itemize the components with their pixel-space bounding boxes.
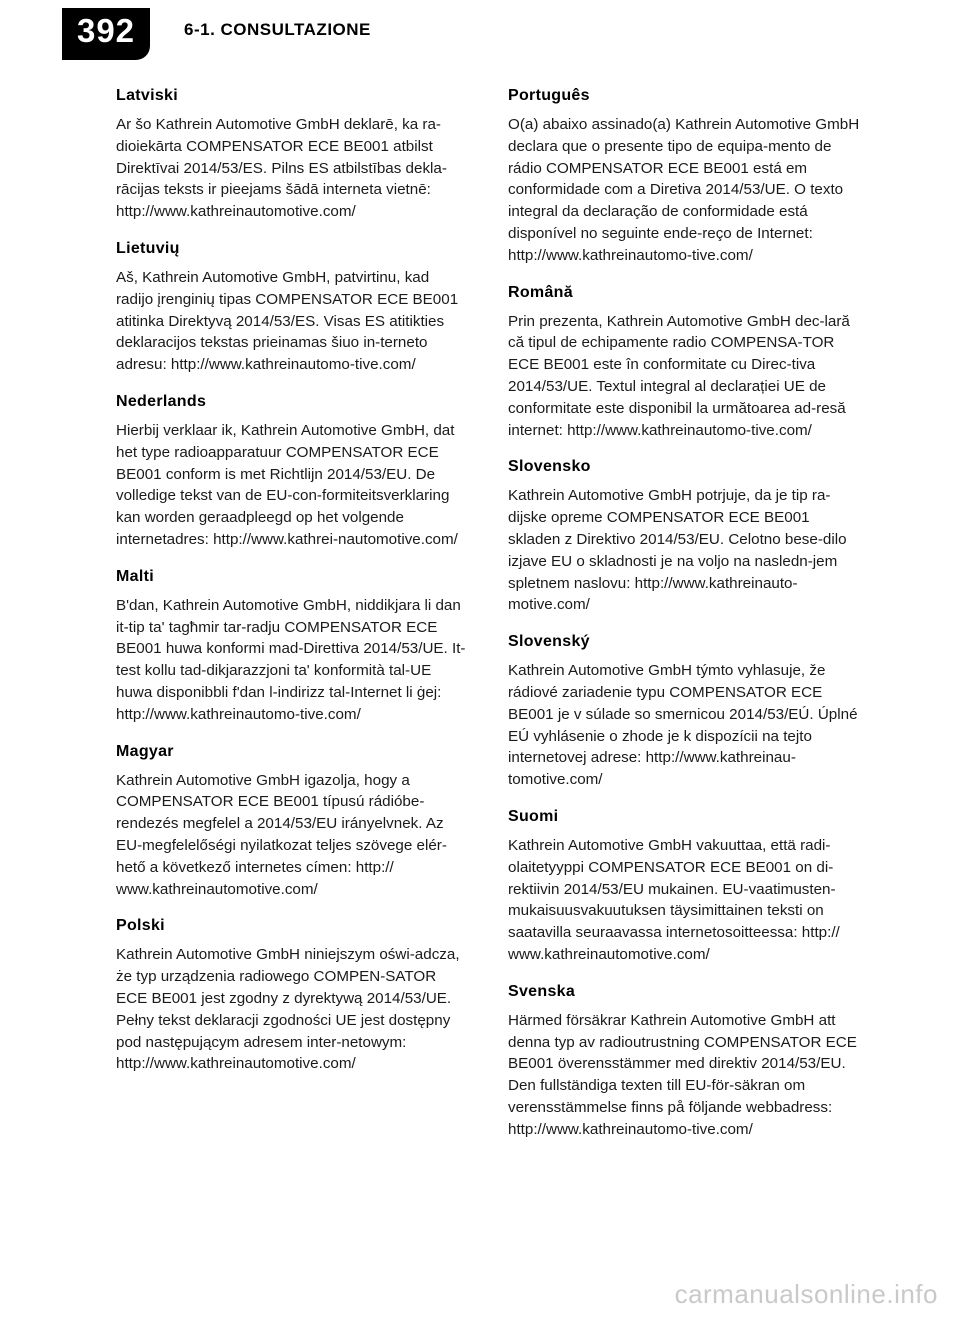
- right-column: [508, 84, 860, 1154]
- page-header: [0, 0, 960, 70]
- watermark: carmanualsonline.info: [674, 1279, 938, 1309]
- page-number-tab: [62, 8, 150, 60]
- lang-text: Prin prezenta, Kathrein Automotive GmbH dec-lară că tipul de echipamente radio COMPENSA-TOR ECE BE001 este în conformitate cu Direc-tiva 2014/53/UE. Textul integral al declarației UE de conformitate este disponibil la următoarea ad-resă internet: http://www.kathreinautomo-tive.com/: [508, 312, 850, 439]
- lang-text: Härmed försäkrar Kathrein Automotive GmbH att denna typ av radioutrustning COMPENSATOR ECE BE001 överensstämmer med direktiv 2014/53/EU. Den fullständiga texten till EU-för-säkran om verensstämmelse finns på följande webbadress: http://www.kathreinautomo-tive.com/: [508, 1011, 857, 1138]
- lang-heading: Magyar: [116, 742, 174, 760]
- lang-block-nederlands: [116, 390, 468, 551]
- lang-heading: Português: [508, 87, 590, 104]
- lang-heading: Latviski: [116, 87, 178, 104]
- lang-heading: Slovenský: [508, 633, 590, 651]
- lang-heading: Lietuvių: [116, 239, 180, 257]
- lang-heading: Polski: [116, 917, 165, 935]
- lang-block-latviski: [116, 84, 468, 223]
- lang-text: Kathrein Automotive GmbH potrjuje, da je tip ra-dijske opreme COMPENSATOR ECE BE001 skladen z Direktivo 2014/53/EU. Celotno bese-dilo izjave EU o skladnosti je na voljo na nasledn-jem spletnem naslovu: http://www.kathreinauto-motive.com/: [508, 487, 847, 614]
- lang-block-portugues: [508, 84, 860, 267]
- lang-block-slovensky: [508, 630, 860, 791]
- lang-block-suomi: [508, 805, 860, 966]
- lang-block-lietuviu: [116, 237, 468, 376]
- lang-heading: Svenska: [508, 982, 576, 1000]
- lang-text: O(a) abaixo assinado(a) Kathrein Automotive GmbH declara que o presente tipo de equipa-mento de rádio COMPENSATOR ECE BE001 está em conformidade com a Diretiva 2014/53/UE. O texto integral da declaração de conformidade está disponível no seguinte ende-reço de Internet: http://www.kathreinautomo-tive.com/: [508, 116, 860, 264]
- lang-text: Kathrein Automotive GmbH niniejszym oświ-adcza, że typ urządzenia radiowego COMPEN-SATOR ECE BE001 jest zgodny z dyrektywą 2014/53/UE. Pełny tekst deklaracji zgodności UE jest dostępny pod następującym adresem inter-netowym: http://www.kathreinautomotive.com/: [116, 946, 460, 1073]
- lang-heading: Slovensko: [508, 458, 591, 476]
- page-number: 392: [76, 12, 136, 49]
- lang-text: Kathrein Automotive GmbH igazolja, hogy a COMPENSATOR ECE BE001 típusú rádióbe-rendezés megfelel a 2014/53/EU irányelvnek. Az EU-megfelelőségi nyilatkozat teljes szövege elér-hető a következő internetes címen: http:// www.kathreinautomotive.com/: [116, 771, 447, 898]
- lang-heading: Nederlands: [116, 392, 207, 410]
- lang-text: Kathrein Automotive GmbH týmto vyhlasuje, že rádiové zariadenie typu COMPENSATOR ECE BE001 je v súlade so smernicou 2014/53/EÚ. Úplné EÚ vyhlásenie o zhode je k dispozícii na tejto internetovej adrese: http://www.kathreinau-tomotive.com/: [508, 662, 858, 789]
- lang-block-svenska: [508, 980, 860, 1141]
- lang-block-malti: [116, 565, 468, 726]
- section-title: 6-1. CONSULTAZIONE: [184, 20, 371, 39]
- lang-block-magyar: [116, 740, 468, 901]
- left-column: [116, 84, 468, 1089]
- lang-heading: Suomi: [508, 807, 559, 825]
- lang-heading: Malti: [116, 567, 154, 585]
- lang-text: B'dan, Kathrein Automotive GmbH, niddikjara li dan it-tip ta' tagħmir tar-radju COMPENSATOR ECE BE001 huwa konformi mad-Direttiva 2014/53/UE. It-test kollu tad-dikjarazzjoni ta' konformità tal-UE huwa disponibbli f'dan l-indirizz tal-Internet li ġej: http://www.kathreinautomo-tive.com/: [116, 596, 466, 723]
- lang-block-polski: [116, 914, 468, 1075]
- lang-text: Aš, Kathrein Automotive GmbH, patvirtinu, kad radijo įrenginių tipas COMPENSATOR ECE BE001 atitinka Direktyvą 2014/53/ES. Visas ES atitikties deklaracijos tekstas prieinamas šiuo in-terneto adresu: http://www.kathreinautomo-tive.com/: [116, 268, 459, 374]
- lang-text: Kathrein Automotive GmbH vakuuttaa, että radi-olaitetyyppi COMPENSATOR ECE BE001 on di-rektiivin 2014/53/EU mukainen. EU-vaatimusten-mukaisuusvakuutuksen täysimittainen teksti on saatavilla seuraavassa internetosoitteessa: http:// www.kathreinautomotive.com/: [508, 836, 840, 963]
- lang-block-slovensko: [508, 455, 860, 616]
- lang-text: Ar šo Kathrein Automotive GmbH deklarē, ka ra-dioiekārta COMPENSATOR ECE BE001 atbilst Direktīvai 2014/53/ES. Pilns ES atbilstības dekla-rācijas teksts ir pieejams šādā interneta vietnē: http://www.kathreinautomotive.com/: [116, 116, 447, 221]
- lang-block-romana: [508, 281, 860, 442]
- lang-heading: Română: [508, 283, 573, 301]
- lang-text: Hierbij verklaar ik, Kathrein Automotive GmbH, dat het type radioapparatuur COMPENSATOR ECE BE001 conform is met Richtlijn 2014/53/EU. De volledige tekst van de EU-con-formiteitsverklaring kan worden geraadpleegd op het volgende internetadres: http://www.kathrei-nautomotive.com/: [116, 421, 458, 548]
